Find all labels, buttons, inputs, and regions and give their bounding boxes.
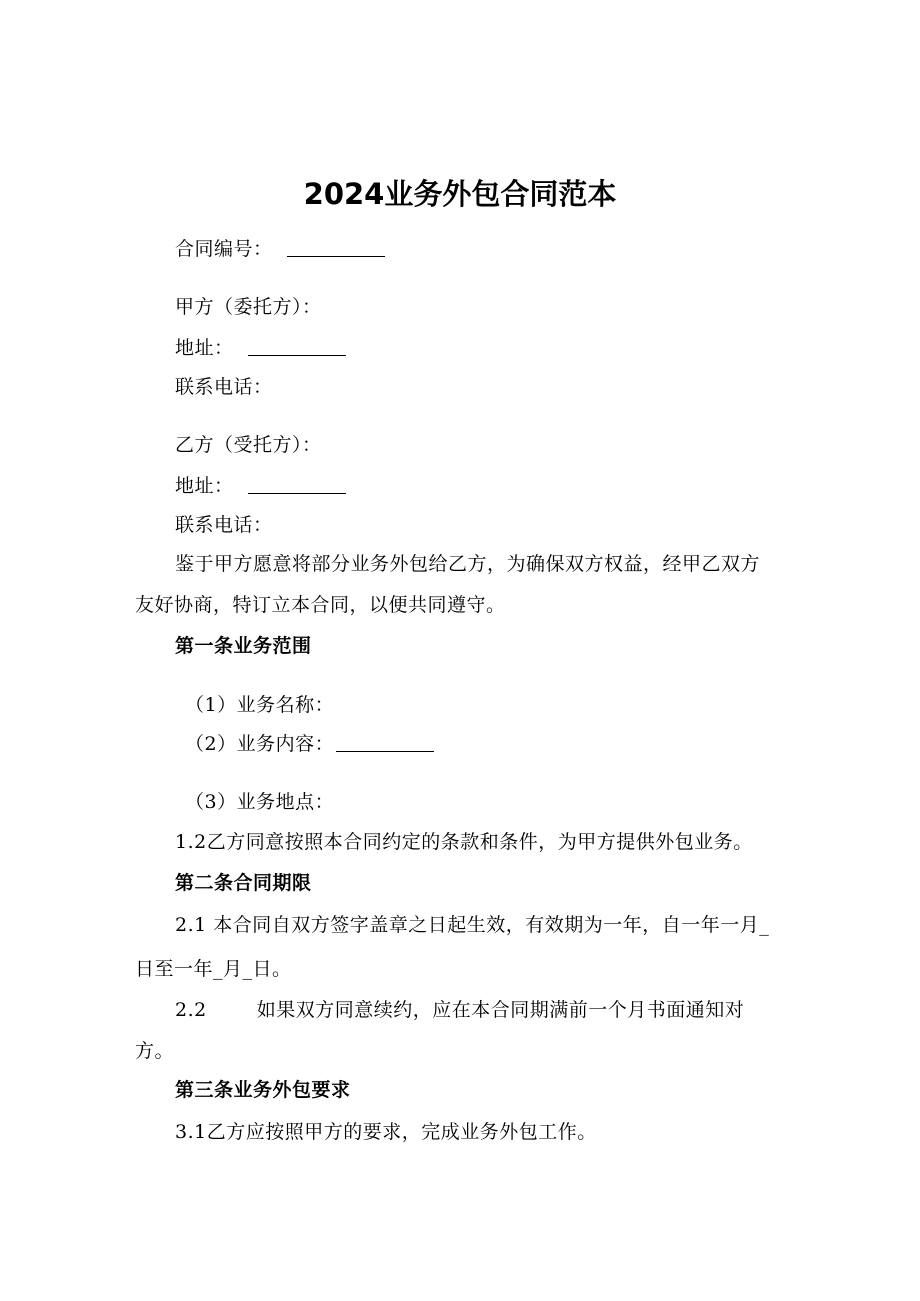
clause-2-1-line1: 2.1 本合同自双方签字盖章之日起生效，有效期为一年，自一年一月_ — [175, 914, 770, 936]
contract-number-label: 合同编号： — [175, 238, 273, 260]
party-a-phone-label: 联系电话： — [175, 376, 273, 398]
clause-2-2-text: 如果双方同意续约，应在本合同期满前一个月书面通知对 — [256, 999, 745, 1021]
party-b-phone-label: 联系电话： — [175, 514, 273, 536]
party-b-address-blank — [248, 475, 346, 494]
party-a-address-label: 地址： — [175, 337, 234, 359]
article2-heading: 第二条合同期限 — [175, 872, 312, 894]
article1-item3: （3）业务地点： — [185, 791, 335, 813]
clause-2-2-line1 — [175, 997, 744, 1023]
party-a-address-blank — [248, 337, 346, 356]
clause-2-1-line2: 日至一年_月_日。 — [135, 958, 292, 980]
article1-item2-label: （2）业务内容： — [185, 733, 335, 755]
clause-2-2-number: 2.2 — [175, 999, 207, 1021]
intro-paragraph-line2: 友好协商，特订立本合同，以便共同遵守。 — [135, 594, 506, 616]
article3-heading: 第三条业务外包要求 — [175, 1079, 351, 1101]
intro-paragraph-line1: 鉴于甲方愿意将部分业务外包给乙方，为确保双方权益，经甲乙双方 — [175, 553, 761, 575]
contract-number-line — [175, 236, 385, 262]
party-a-label: 甲方（委托方）： — [175, 296, 322, 318]
contract-number-blank — [287, 238, 385, 257]
party-b-label: 乙方（受托方）： — [175, 434, 322, 456]
article1-heading: 第一条业务范围 — [175, 635, 312, 657]
business-content-blank — [336, 733, 434, 752]
article1-item1: （1）业务名称： — [185, 694, 335, 716]
clause-1-2: 1.2乙方同意按照本合同约定的条款和条件，为甲方提供外包业务。 — [175, 831, 753, 853]
party-a-address-line — [175, 335, 346, 361]
document-title: 2024业务外包合同范本 — [303, 177, 617, 211]
clause-3-1: 3.1乙方应按照甲方的要求，完成业务外包工作。 — [175, 1121, 597, 1143]
party-b-address-line — [175, 473, 346, 499]
clause-2-2-line2: 方。 — [135, 1040, 175, 1062]
article1-item2-line — [185, 731, 434, 757]
party-b-address-label: 地址： — [175, 475, 234, 497]
